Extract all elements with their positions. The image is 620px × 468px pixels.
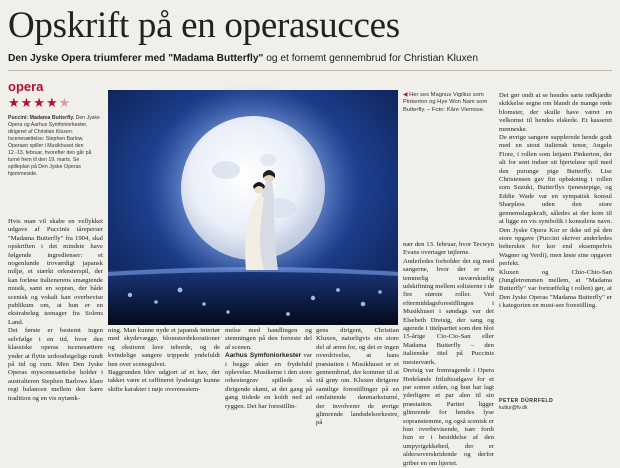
byline — [499, 398, 612, 412]
paragraph: Det gør ondt at se hendes sarte rødkjædte skikkelse segne om blandt de mange røde blomster, der skulle have været en velkomst til hendes elskede. Et kasseret menneske. — [499, 92, 612, 133]
rating-stars — [8, 95, 71, 111]
subheadline-bold: Den Jyske Opera triumferer med "Madama Butterfly" — [8, 53, 264, 64]
header-divider — [8, 70, 612, 71]
rating-stars-on: ★★★★ — [8, 95, 59, 110]
caption-text: Her ses Magnus Vigilius som Pinkerton og Hye Won Nam som Butterfly. – Foto: Kåre Viemose. — [403, 92, 488, 113]
paragraph: nær den 13. februar, hvor Tecwyn Evans overtager tøjlerne. — [403, 241, 494, 257]
paragraph: Hvis man vil skabe en vellykket udgave af Puccinis tåreperser "Madama Butterfly" fra 1904, skal opskriften i det mindste have følgende ingredienser: et nogenlunde troværdigt japansk miljø, et stærkt orkesterspil, der kan forløse italienerens smægtende musik, samt en sopran, der både scenisk og vokalt kan overbevise publikum om, at hun er en ekstrabeløg teenager fra Solens Land. — [8, 218, 103, 326]
paragraph: Baggrunden blev udgjort af et hav, der takket være et raffineret lysdesign kunne skifte karakter i nøje overensstem- — [108, 369, 220, 393]
text-column-6 — [499, 92, 612, 311]
paragraph: melse med handlingen og stemningen på den forreste del af scenen. — [225, 327, 312, 351]
paragraph: Dreisig var fremragende i Opera Hedelands friluftsudgave for et par somre siden, og hun har lagt yderligere et par alen til sin præstation. Partiet ligger glimrende for hendes lyse sopranstemme, og også scenisk er hun overbevisende, især fordi hun er i besiddelse af den umpyrigekkehed, der er aldersoverskridende og derfor griber en om hjertet. — [403, 367, 494, 467]
paragraph: ning. Man kunne nyde et japansk interiør med skydevægge, blomsterdekorationer og ekstremt lave teborde, og de kvindelige sangere trippede yndefuldt hen over scenegulvet. — [108, 327, 220, 368]
fact-box — [8, 115, 100, 178]
opera-photo-illustration — [108, 90, 398, 325]
rating-stars-off: ★ — [58, 95, 72, 110]
caption-arrow-icon: ◀ — [403, 92, 408, 98]
paragraph: Kluxen og Chio-Chio-San (Jungletrommen mellem, at "Madama Butterfly" var fortræffelig i rollen) gør, at Den Jyske Operas "Madama Butterfly" er i kategorien en must-see forestilling. — [499, 268, 612, 310]
paragraph: gens dirigent, Christian Kluxen, naturligvis sin store del af æren for, og det er ingen overdrivelse, at hans præstation i Musikhuset er et gennembrud, der kommer til at stå grøy om. Kluxen dirigerer samtlige forestillinger på en omfattende danmarksturné, der involverer de øvrige glimrende landsdelsorkestre, på — [316, 327, 400, 427]
fact-box-title: Puccini: Madama Butterfly. — [8, 115, 75, 121]
paragraph — [225, 352, 312, 411]
text-column-4 — [316, 327, 399, 428]
paragraph: Det første er bestemt ingen selvfølge i en tid, hvor den klassiske operas iscenesættere ynder at flytte urdoudsigelige rundt på tid og rum. Men Den Jyske Operas myscenesættelse holder i australieren Stephen Barlows klare regi balancen mellem den kære tradition og en vis nytænk- — [8, 327, 103, 402]
paragraph: Anderledes forholder det sig med sangerne, hvor der er en temmelig usværskuelig udskiftning mellem solisterne i de fire største roller. Ved eftermiddagsforestillingen i Musikhuset i søndags var det Elsebeth Dreisig, der sang og agerede i titelpartiet som den blot 15-årige Cio-Cio-San eller Madama Butterfly – den italienske titel på Puccinis mesterværk. — [403, 257, 495, 366]
opera-photo — [108, 90, 398, 325]
text-column-3 — [225, 327, 312, 411]
subheadline-rest: og et fornemt gennembrud for Christian Kluxen — [263, 53, 479, 64]
paragraph: De øvrige sangere supplerede hende godt med en stout italiensk tenor, Angelo Fiore, i rollen som letjamt Pinkerton, der alt for sent indser sit hjerteløse spil med den purunge pige Butterfly. Lise Christensen gav fin opbakning i rollen som Suzuki, Butterflys tjenestepige, og Eddie Wade var en sympatisk konsul Sharpless uden den store gennemslagskraft, således at der kom til at ligge en vis symbolik i konsulens navn. Den Jyske Opera Kor er ikke ud på den store opgave (Puccini skriver anderledes beherskot for kor end eksempelvis Wagner og Verdi), men løste sine opgaver perfekt. — [499, 134, 612, 268]
author-name: PETER DÜRRFELD — [499, 398, 554, 404]
text-column-1 — [8, 218, 103, 403]
text-column-2 — [108, 327, 220, 394]
section-label: opera — [8, 79, 44, 94]
paragraph-text: var i begge akter en frydefuld oplevelse. Musikerne i den store orkestergrav spillede så dirigende skønt, at det gang på gang tiidede en koldt ned ad ryggen. Det har forestillin- — [225, 352, 312, 410]
headline: Opskrift på en operasucces — [8, 5, 400, 46]
text-column-5 — [403, 241, 494, 468]
subheadline — [8, 52, 612, 65]
fact-box-body: Den Jyske Opera og Aarhus Symfoniorkester, dirigeret af Christian Kluxen. Iscenesættelse: Stephen Barlow. Operaen spiller i Musikhuset den 12.-13. februar, hvorefter den går på turné frem til den 19. marts. Se spilleplan på Den Jyske Operas hjemmeside. — [8, 115, 100, 177]
author-email: kultur@fv.dk — [499, 405, 528, 411]
photo-caption — [403, 92, 491, 114]
inline-heading: Aarhus Symfoniorkester — [225, 352, 302, 360]
